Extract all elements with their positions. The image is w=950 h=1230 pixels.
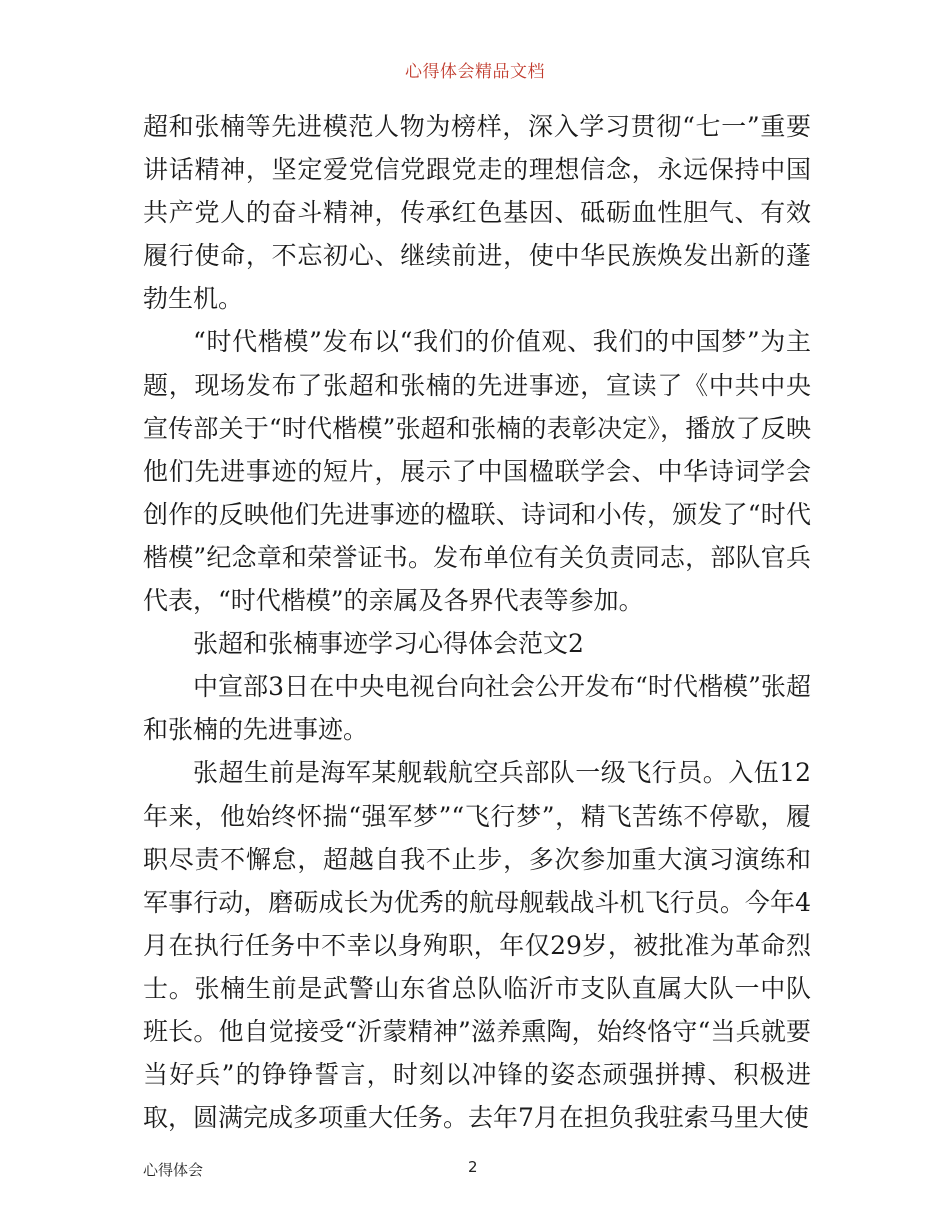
page-header-title: 心得体会精品文档 <box>405 62 545 82</box>
section-heading: 张超和张楠事迹学习心得体会范文2 <box>193 629 584 659</box>
page-number: 2 <box>468 1158 478 1176</box>
paragraph-continuation: 超和张楠等先进模范人物为榜样，深入学习贯彻“七一”重要讲话精神，坚定爱党信党跟党走的理想信念，永远保持中国共产党人的奋斗精神，传承红色基因、砥砺血性胆气、有效履行使命，不忘初心、继续前进，使中华民族焕发出新的蓬勃生机。 <box>143 112 811 314</box>
footer-label: 心得体会 <box>143 1161 204 1179</box>
document-body <box>143 105 811 1139</box>
paragraph-biography: 张超生前是海军某舰载航空兵部队一级飞行员。入伍12年来，他始终怀揣“强军梦”“飞行梦”，精飞苦练不停歇，履职尽责不懈怠，超越自我不止步，多次参加重大演习演练和军事行动，磨砺成长为优秀的航母舰载战斗机飞行员。今年4月在执行任务中不幸以身殉职，年仅29岁，被批准为革命烈士。张楠生前是武警山东省总队临沂市支队直属大队一中队班长。他自觉接受“沂蒙精神”滋养熏陶，始终恪守“当兵就要当好兵”的铮铮誓言，时刻以冲锋的姿态顽强拼搏、积极进取，圆满完成多项重大任务。去年7月在担负我驻索马里大使 <box>143 758 811 1133</box>
paragraph-release-event: “时代楷模”发布以“我们的价值观、我们的中国梦”为主题，现场发布了张超和张楠的先进事迹，宣读了《中共中央宣传部关于“时代楷模”张超和张楠的表彰决定》，播放了反映他们先进事迹的短片，展示了中国楹联学会、中华诗词学会创作的反映他们先进事迹的楹联、诗词和小传，颁发了“时代楷模”纪念章和荣誉证书。发布单位有关负责同志，部队官兵代表，“时代楷模”的亲属及各界代表等参加。 <box>143 327 811 616</box>
paragraph-announcement: 中宣部3日在中央电视台向社会公开发布“时代楷模”张超和张楠的先进事迹。 <box>143 672 811 745</box>
